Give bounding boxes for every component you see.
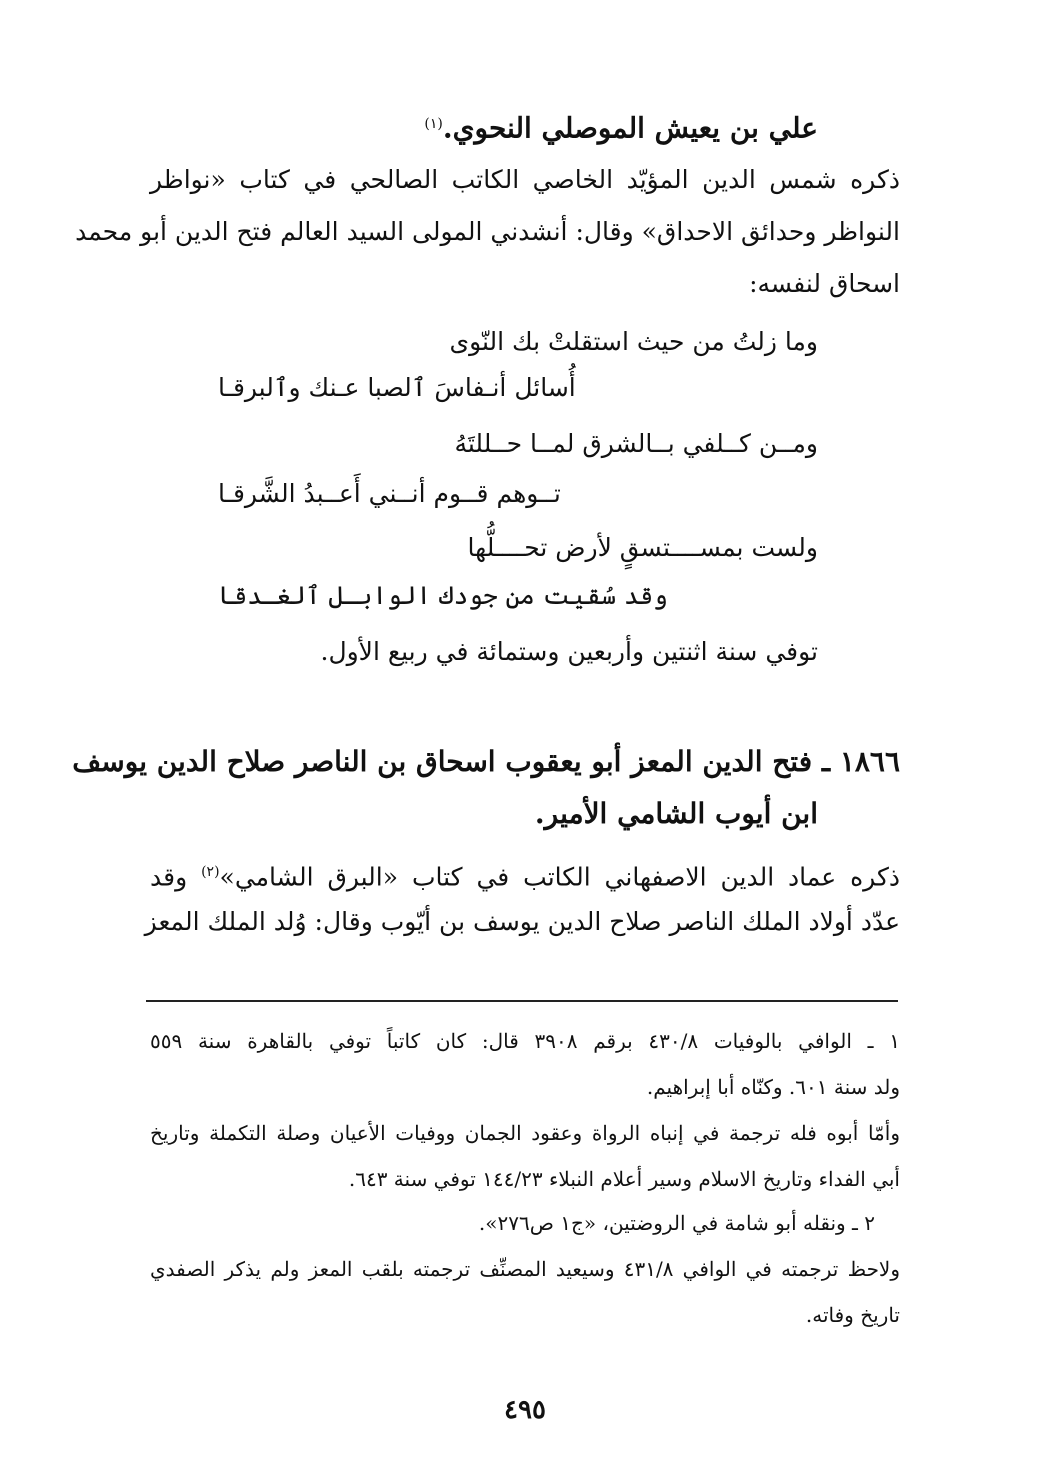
entry-1866-body-line-1 <box>150 852 900 897</box>
page-number: ٤٩٥ <box>504 1395 546 1425</box>
verse-2-first-hemistich: ومــن كــلفي بــالشرق لمــا حــللتَهُ <box>454 429 818 458</box>
verse-2-second-hemistich: تــوهم قــوم أنــني أَعــبدُ الشَّرقـا <box>218 479 561 508</box>
body-line-1-text-a: ذكره عماد الدين الاصفهاني الكاتب في كتاب «البرق الشامي» <box>219 862 900 892</box>
footnote-line-5: ٢ ـ ونقله أبو شامة في الروضتين، «ج١ ص٢٧٦». <box>478 1211 875 1235</box>
footnote-separator-rule <box>146 1000 898 1002</box>
entry-name-line <box>424 104 818 149</box>
footnote-line-1: ١ ـ الوافي بالوفيات ٤٣٠/٨ برقم ٣٩٠٨ قال: كان كاتباً توفي بالقاهرة سنة ٥٥٩ <box>150 1029 900 1053</box>
verse-3-second-hemistich: وقد سُقيت من جودك الوابـل ٱلغـدقا <box>218 581 668 610</box>
death-date-line: توفي سنة اثنتين وأربعين وستمائة في ربيع الأول. <box>320 637 818 666</box>
intro-line-1: ذكره شمس الدين المؤيّد الخاصي الكاتب الصالحي في كتاب «نواظر <box>150 165 900 194</box>
entry-1866-heading-line-2: ابن أيوب الشامي الأمير. <box>534 797 818 830</box>
footnote-line-7: تاريخ وفاته. <box>805 1303 900 1327</box>
verse-1-first-hemistich: وما زلتُ من حيث استقلتْ بك النّوى <box>449 327 818 356</box>
body-line-1-text-b: وقد <box>150 862 202 892</box>
intro-line-3: اسحاق لنفسه: <box>749 269 900 298</box>
entry-1866-heading-line-1: ١٨٦٦ ـ فتح الدين المعز أبو يعقوب اسحاق بن الناصر صلاح الدين يوسف <box>72 745 900 778</box>
verse-1-second-hemistich: أُسائل أنـفاسَ ٱلصبا عـنك وٱلبرقـا <box>218 373 576 402</box>
entry-name-text: علي بن يعيش الموصلي النحوي. <box>442 111 818 145</box>
footnote-ref-2: (٢) <box>201 864 220 880</box>
footnote-line-2: ولد سنة ٦٠١. وكنّاه أبا إبراهيم. <box>646 1075 900 1099</box>
footnote-line-4: أبي الفداء وتاريخ الاسلام وسير أعلام النبلاء ١٤٤/٢٣ توفي سنة ٦٤٣. <box>348 1167 900 1191</box>
intro-line-2: النواظر وحدائق الاحداق» وقال: أنشدني المولى السيد العالم فتح الدين أبو محمد <box>75 217 900 246</box>
footnote-line-6: ولاحظ ترجمته في الوافي ٤٣١/٨ وسيعيد المصنِّف ترجمته بلقب المعز ولم يذكر الصفدي <box>150 1257 900 1281</box>
footnote-line-3: وأمّا أبوه فله ترجمة في إنباه الرواة وعقود الجمان ووفيات الأعيان وصلة التكملة وتاريخ <box>150 1121 900 1145</box>
footnote-ref-1: (١) <box>424 116 443 132</box>
verse-3-first-hemistich: ولست بمســــتسقٍ لأرض تحــــلُّها <box>467 533 818 562</box>
entry-1866-body-line-2: عدّد أولاد الملك الناصر صلاح الدين يوسف بن أيّوب وقال: وُلد الملك المعز <box>144 907 900 936</box>
